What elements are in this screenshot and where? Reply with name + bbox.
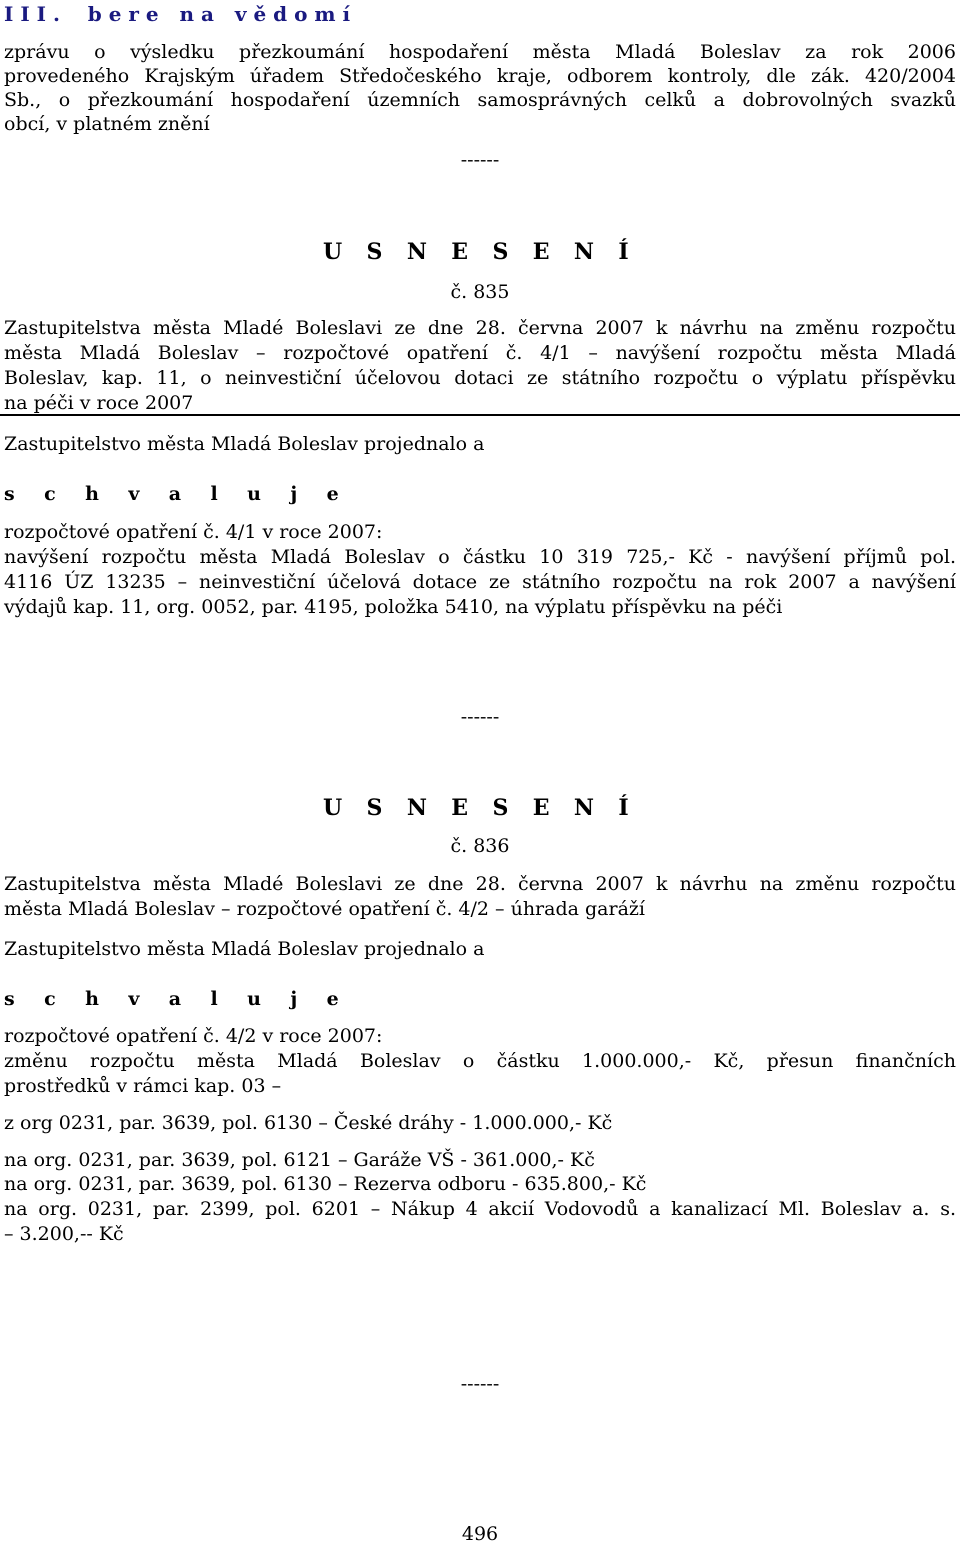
page-number: 496 <box>461 1523 499 1545</box>
resolution-body-line: – 3.200,-- Kč <box>4 1223 124 1245</box>
subject-underline <box>0 414 960 416</box>
resolution-body-line: navýšení rozpočtu města Mladá Boleslav o částku 10 319 725,- Kč - navýšení příjmů pol. <box>4 546 956 568</box>
separator: ------ <box>460 706 500 728</box>
resolution-body-line: 4116 ÚZ 13235 – neinvestiční účelová dotace ze státního rozpočtu na rok 2007 a navýšení <box>4 571 956 593</box>
resolution-body-line: na org. 0231, par. 2399, pol. 6201 – Nákup 4 akcií Vodovodů a kanalizací Ml. Boleslav a. s. <box>4 1198 956 1220</box>
resolution-body-line: rozpočtové opatření č. 4/1 v roce 2007: <box>4 521 383 543</box>
resolution-body-line: rozpočtové opatření č. 4/2 v roce 2007: <box>4 1025 383 1047</box>
resolution-subject-line: Zastupitelstva města Mladé Boleslavi ze dne 28. června 2007 k návrhu na změnu rozpočtu <box>4 873 956 895</box>
resolution-subject-line: Boleslav, kap. 11, o neinvestiční účelovou dotaci ze státního rozpočtu o výplatu příspěvku <box>4 367 956 389</box>
approves-verb: s c h v a l u j e <box>4 988 351 1010</box>
intro-line: Sb., o přezkoumání hospodaření územních samosprávných celků a dobrovolných svazků <box>4 89 956 111</box>
intro-line: provedeného Krajským úřadem Středočeského kraje, odborem kontroly, dle zák. 420/2004 <box>4 65 956 87</box>
resolution-body-line: prostředků v rámci kap. 03 – <box>4 1075 282 1097</box>
section-header: I I I . b e r e n a v ě d o m í <box>4 2 351 26</box>
resolution-subject-line: města Mladá Boleslav – rozpočtové opatření č. 4/2 – úhrada garáží <box>4 898 645 920</box>
discussed-text: Zastupitelstvo města Mladá Boleslav projednalo a <box>4 433 485 455</box>
resolution-number: č. 835 <box>450 281 510 303</box>
resolution-body-line: na org. 0231, par. 3639, pol. 6121 – Garáže VŠ - 361.000,- Kč <box>4 1149 595 1171</box>
resolution-subject-line: města Mladá Boleslav – rozpočtové opatření č. 4/1 – navýšení rozpočtu města Mladá <box>4 342 956 364</box>
resolution-number: č. 836 <box>450 835 510 857</box>
resolution-subject-line: Zastupitelstva města Mladé Boleslavi ze dne 28. června 2007 k návrhu na změnu rozpočtu <box>4 317 956 339</box>
separator: ------ <box>460 149 500 171</box>
resolution-subject-line: na péči v roce 2007 <box>4 392 194 414</box>
resolution-body-line: z org 0231, par. 3639, pol. 6130 – České dráhy - 1.000.000,- Kč <box>4 1112 613 1134</box>
separator: ------ <box>460 1373 500 1395</box>
resolution-body-line: na org. 0231, par. 3639, pol. 6130 – Rezerva odboru - 635.800,- Kč <box>4 1173 647 1195</box>
approves-verb: s c h v a l u j e <box>4 483 351 505</box>
intro-line: zprávu o výsledku přezkoumání hospodaření města Mladá Boleslav za rok 2006 <box>4 41 956 63</box>
resolution-title: U S N E S E N Í <box>322 795 638 821</box>
resolution-body-line: změnu rozpočtu města Mladá Boleslav o částku 1.000.000,- Kč, přesun finančních <box>4 1050 956 1072</box>
discussed-text: Zastupitelstvo města Mladá Boleslav projednalo a <box>4 938 485 960</box>
intro-line: obcí, v platném znění <box>4 113 210 135</box>
resolution-title: U S N E S E N Í <box>322 239 638 265</box>
resolution-body-line: výdajů kap. 11, org. 0052, par. 4195, položka 5410, na výplatu příspěvku na péči <box>4 596 783 618</box>
